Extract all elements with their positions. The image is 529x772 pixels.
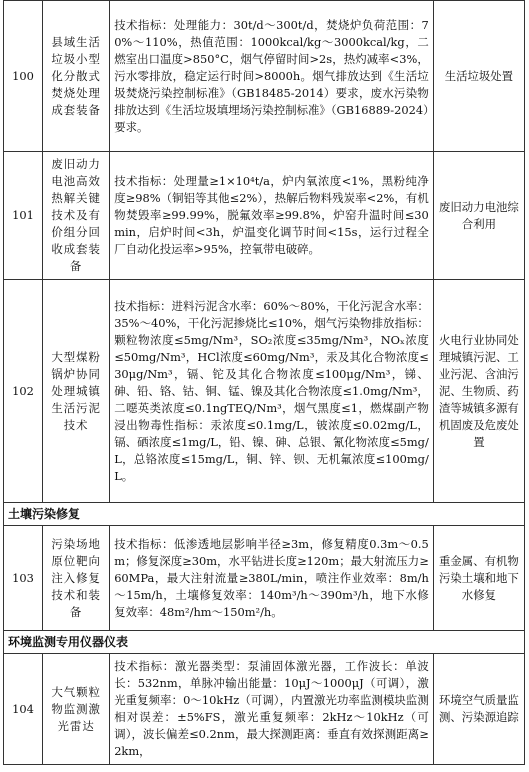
item-number: 103 [4,526,43,631]
item-application: 生活垃圾处置 [433,1,524,152]
item-technical-specs: 技术指标：处理能力：30t/d～300t/d，焚烧炉负荷范围：70%～110%，热值范围：1000kcal/kg～3000kcal/kg，二燃室出口温度>850°C，烟气停留时间>2s，热灼减率<3%，污水零排放，稳定运行时间>8000h。烟气排放达到《生活垃圾焚烧污染控制标准》（GB18485-2014）要求，废水污染物排放达到《生活垃圾填埋场污染控制标准》（GB16889-2024）要求。 [110,1,434,152]
item-application: 废旧动力电池综合利用 [433,152,524,280]
table-row [4,1,525,152]
item-technical-specs: 技术指标：进料污泥含水率：60%～80%，干化污泥含水率：35%～40%，干化污泥掺烧比≤10%，烟气污染物排放指标：颗粒物浓度≤5mg/Nm³，SO₂浓度≤35mg/Nm³，NOₓ浓度≤50mg/Nm³，HCl浓度≤60mg/Nm³，汞及其化合物浓度≤30μg/Nm³，镉、铊及其化合物浓度≤100μg/Nm³，锑、砷、铅、铬、钴、铜、锰、镍及其化合物浓度≤1.0mg/Nm³，二噁英类浓度≤0.1ngTEQ/Nm³，烟气黑度≤1，燃煤副产物浸出物毒性指标：汞浓度≤0.1mg/L，铍浓度≤0.02mg/L，镉、硒浓度≤1mg/L，铅、镍、砷、总银、氰化物浓度≤5mg/L，总铬浓度≤15mg/L，铜、锌、钡、无机氟浓度≤100mg/L。 [110,280,434,503]
table-row [4,280,525,503]
table-row [4,152,525,280]
item-application: 火电行业协同处理城镇污泥、工业污泥、含油污泥、生物质、药渣等城镇多源有机固废及危废处置 [433,280,524,503]
item-technical-specs: 技术指标：处理量≥1×10⁴t/a，炉内氧浓度<1%，黑粉纯净度≥98%（铜铝等其他≤2%），热解后物料残炭率<2%，有机物焚毁率≥99.99%，脱氟效率≥99.8%，炉窑升温时间≤30min，启炉时间<3h，炉温变化调节时间<15s，运行过程全厂自动化投运率>95%，控氧带电破碎。 [110,152,434,280]
item-name: 县域生活垃圾小型化分散式焚烧处理成套装备 [43,1,110,152]
item-name: 污染场地原位靶向注入修复技术和装备 [43,526,110,631]
item-application: 重金属、有机物污染土壤和地下水修复 [433,526,524,631]
item-number: 104 [4,654,43,765]
item-number: 101 [4,152,43,280]
table-row [4,526,525,631]
item-application: 环境空气质量监测、污染源追踪 [433,654,524,765]
section-title: 土壤污染修复 [4,503,525,526]
equipment-catalog-table [3,0,525,765]
section-header-row [4,631,525,654]
item-name: 大型煤粉锅炉协同处理城镇生活污泥技术 [43,280,110,503]
item-name: 废旧动力电池高效热解关键技术及有价组分回收成套装备 [43,152,110,280]
item-name: 大气颗粒物监测激光雷达 [43,654,110,765]
item-number: 102 [4,280,43,503]
table-row [4,654,525,765]
section-header-row [4,503,525,526]
item-technical-specs: 技术指标：低渗透地层影响半径≥3m，修复精度0.3m～0.5m；修复深度≥30m，水平钻进长度≥120m；最大射流压力≥60MPa，最大注射流量≥380L/min，喷注作业效率：8m/h～15m/h，土壤修复效率：140m³/h～390m³/h，地下水修复效率：48m²/hm～150m²/h。 [110,526,434,631]
item-technical-specs: 技术指标：激光器类型：泵浦固体激光器，工作波长：单波长：532nm，单脉冲输出能量：10μJ～1000μJ（可调），激光重复频率：0～10kHz（可调），内置激光功率监测模块监测相对误差：±5%FS，激光重复频率：2kHz～10kHz（可调），波长偏差≤0.2nm，最大探测距离：垂直有效探测距离≥2km， [110,654,434,765]
item-number: 100 [4,1,43,152]
section-title: 环境监测专用仪器仪表 [4,631,525,654]
